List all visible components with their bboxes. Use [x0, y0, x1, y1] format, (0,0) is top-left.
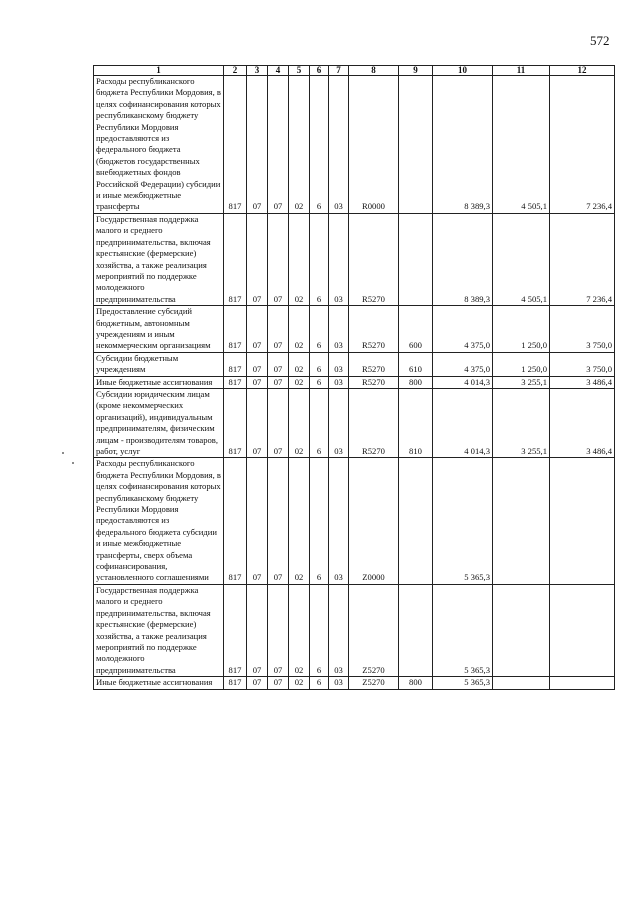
cell-program: 02: [289, 584, 310, 676]
cell-subsection: 07: [268, 388, 289, 457]
cell-amount: 4 505,1: [493, 213, 550, 305]
cell-amount: 1 250,0: [493, 352, 550, 376]
cell-section: 07: [247, 376, 268, 388]
table-row: [94, 352, 615, 376]
cell-expense-type: [399, 76, 433, 214]
cell-section: 07: [247, 584, 268, 676]
cell-program: 02: [289, 306, 310, 353]
cell-program: 02: [289, 677, 310, 689]
cell-amount: [493, 677, 550, 689]
cell-section: 07: [247, 388, 268, 457]
cell-amount: [550, 677, 615, 689]
cell-main-activity: 03: [329, 306, 349, 353]
cell-subprogram: 6: [310, 352, 329, 376]
scan-speck: [62, 452, 64, 454]
cell-amount: 4 014,3: [433, 376, 493, 388]
cell-expense-type: 800: [399, 677, 433, 689]
cell-main-activity: 03: [329, 388, 349, 457]
cell-amount: 3 750,0: [550, 352, 615, 376]
cell-gov-code: 817: [224, 388, 247, 457]
column-header: 2: [224, 66, 247, 76]
cell-amount: 7 236,4: [550, 213, 615, 305]
cell-subsection: 07: [268, 376, 289, 388]
cell-amount: 3 255,1: [493, 388, 550, 457]
column-header: 6: [310, 66, 329, 76]
column-header: 8: [349, 66, 399, 76]
cell-expense-direction: R5270: [349, 388, 399, 457]
cell-main-activity: 03: [329, 677, 349, 689]
cell-program: 02: [289, 213, 310, 305]
cell-expense-direction: Z5270: [349, 584, 399, 676]
cell-amount: 5 365,3: [433, 677, 493, 689]
table-row: [94, 213, 615, 305]
cell-subprogram: 6: [310, 388, 329, 457]
cell-subprogram: 6: [310, 76, 329, 214]
row-description: Иные бюджетные ассигнования: [94, 677, 224, 689]
cell-program: 02: [289, 76, 310, 214]
cell-subprogram: 6: [310, 213, 329, 305]
table-row: [94, 458, 615, 584]
page-number: 572: [590, 33, 610, 48]
cell-program: 02: [289, 388, 310, 457]
column-header: 1: [94, 66, 224, 76]
cell-expense-direction: R5270: [349, 213, 399, 305]
table-row: [94, 584, 615, 676]
row-description: Субсидии юридическим лицам (кроме некоммерческих организаций), индивидуальным предпринимателям, физическим лицам - производителям товаров, работ, услуг: [94, 388, 224, 457]
cell-section: 07: [247, 352, 268, 376]
cell-gov-code: 817: [224, 584, 247, 676]
scan-speck: [72, 462, 74, 464]
cell-expense-type: [399, 213, 433, 305]
cell-amount: 3 486,4: [550, 376, 615, 388]
cell-subsection: 07: [268, 213, 289, 305]
cell-expense-direction: R0000: [349, 76, 399, 214]
cell-expense-type: 800: [399, 376, 433, 388]
cell-subsection: 07: [268, 352, 289, 376]
cell-subprogram: 6: [310, 677, 329, 689]
cell-amount: 5 365,3: [433, 458, 493, 584]
cell-gov-code: 817: [224, 352, 247, 376]
cell-subsection: 07: [268, 584, 289, 676]
budget-table: [93, 65, 615, 690]
cell-amount: 3 750,0: [550, 306, 615, 353]
cell-main-activity: 03: [329, 76, 349, 214]
table-row: [94, 306, 615, 353]
cell-main-activity: 03: [329, 352, 349, 376]
cell-gov-code: 817: [224, 677, 247, 689]
row-description: Государственная поддержка малого и среднего предпринимательства, включая крестьянские (фермерские) хозяйства, а также реализация мероприятий по поддержке молодежного предпринимательства: [94, 584, 224, 676]
row-description: Расходы республиканского бюджета Республики Мордовия, в целях софинансирования которых республиканскому бюджету Республики Мордовия предоставляются из федерального бюджета субсидии и иные межбюджетные трансферты, сверх объема софинансирования, установленного соглашениями: [94, 458, 224, 584]
cell-program: 02: [289, 376, 310, 388]
cell-expense-type: [399, 584, 433, 676]
cell-amount: 8 389,3: [433, 76, 493, 214]
column-header: 5: [289, 66, 310, 76]
cell-amount: [550, 458, 615, 584]
cell-subsection: 07: [268, 306, 289, 353]
cell-section: 07: [247, 677, 268, 689]
column-header: 11: [493, 66, 550, 76]
cell-amount: 7 236,4: [550, 76, 615, 214]
cell-subsection: 07: [268, 76, 289, 214]
table-row: [94, 388, 615, 457]
cell-section: 07: [247, 306, 268, 353]
cell-section: 07: [247, 213, 268, 305]
cell-amount: 3 486,4: [550, 388, 615, 457]
cell-expense-direction: R5270: [349, 376, 399, 388]
cell-section: 07: [247, 76, 268, 214]
column-header: 12: [550, 66, 615, 76]
column-header: 9: [399, 66, 433, 76]
cell-subprogram: 6: [310, 376, 329, 388]
cell-expense-direction: Z5270: [349, 677, 399, 689]
cell-gov-code: 817: [224, 306, 247, 353]
cell-main-activity: 03: [329, 584, 349, 676]
cell-program: 02: [289, 458, 310, 584]
cell-subprogram: 6: [310, 584, 329, 676]
cell-amount: 4 014,3: [433, 388, 493, 457]
cell-amount: [493, 584, 550, 676]
cell-amount: [550, 584, 615, 676]
cell-subprogram: 6: [310, 458, 329, 584]
cell-subprogram: 6: [310, 306, 329, 353]
cell-expense-type: 810: [399, 388, 433, 457]
cell-amount: 5 365,3: [433, 584, 493, 676]
table-row: [94, 677, 615, 689]
cell-expense-direction: Z0000: [349, 458, 399, 584]
cell-expense-direction: R5270: [349, 352, 399, 376]
cell-program: 02: [289, 352, 310, 376]
cell-gov-code: 817: [224, 458, 247, 584]
row-description: Государственная поддержка малого и среднего предпринимательства, включая крестьянские (фермерские) хозяйства, а также реализация мероприятий по поддержке молодежного предпринимательства: [94, 213, 224, 305]
cell-expense-type: [399, 458, 433, 584]
cell-main-activity: 03: [329, 458, 349, 584]
cell-subsection: 07: [268, 677, 289, 689]
row-description: Расходы республиканского бюджета Республики Мордовия, в целях софинансирования которых республиканскому бюджету Республики Мордовия предоставляются из федерального бюджета (бюджетов государственных внебюджетных фондов Российской Федерации) субсидии и иные межбюджетные трансферты: [94, 76, 224, 214]
cell-amount: [493, 458, 550, 584]
cell-expense-type: 600: [399, 306, 433, 353]
cell-gov-code: 817: [224, 376, 247, 388]
column-header: 3: [247, 66, 268, 76]
cell-expense-direction: R5270: [349, 306, 399, 353]
column-header: 4: [268, 66, 289, 76]
cell-amount: 1 250,0: [493, 306, 550, 353]
cell-gov-code: 817: [224, 213, 247, 305]
table-row: [94, 376, 615, 388]
table-row: [94, 76, 615, 214]
cell-amount: 4 375,0: [433, 306, 493, 353]
column-header: 10: [433, 66, 493, 76]
cell-amount: 4 505,1: [493, 76, 550, 214]
header-row: [94, 66, 615, 76]
row-description: Предоставление субсидий бюджетным, автономным учреждениям и иным некоммерческим организациям: [94, 306, 224, 353]
cell-gov-code: 817: [224, 76, 247, 214]
cell-expense-type: 610: [399, 352, 433, 376]
cell-main-activity: 03: [329, 213, 349, 305]
cell-subsection: 07: [268, 458, 289, 584]
row-description: Субсидии бюджетным учреждениям: [94, 352, 224, 376]
column-header: 7: [329, 66, 349, 76]
cell-amount: 3 255,1: [493, 376, 550, 388]
cell-section: 07: [247, 458, 268, 584]
cell-amount: 8 389,3: [433, 213, 493, 305]
cell-amount: 4 375,0: [433, 352, 493, 376]
row-description: Иные бюджетные ассигнования: [94, 376, 224, 388]
cell-main-activity: 03: [329, 376, 349, 388]
